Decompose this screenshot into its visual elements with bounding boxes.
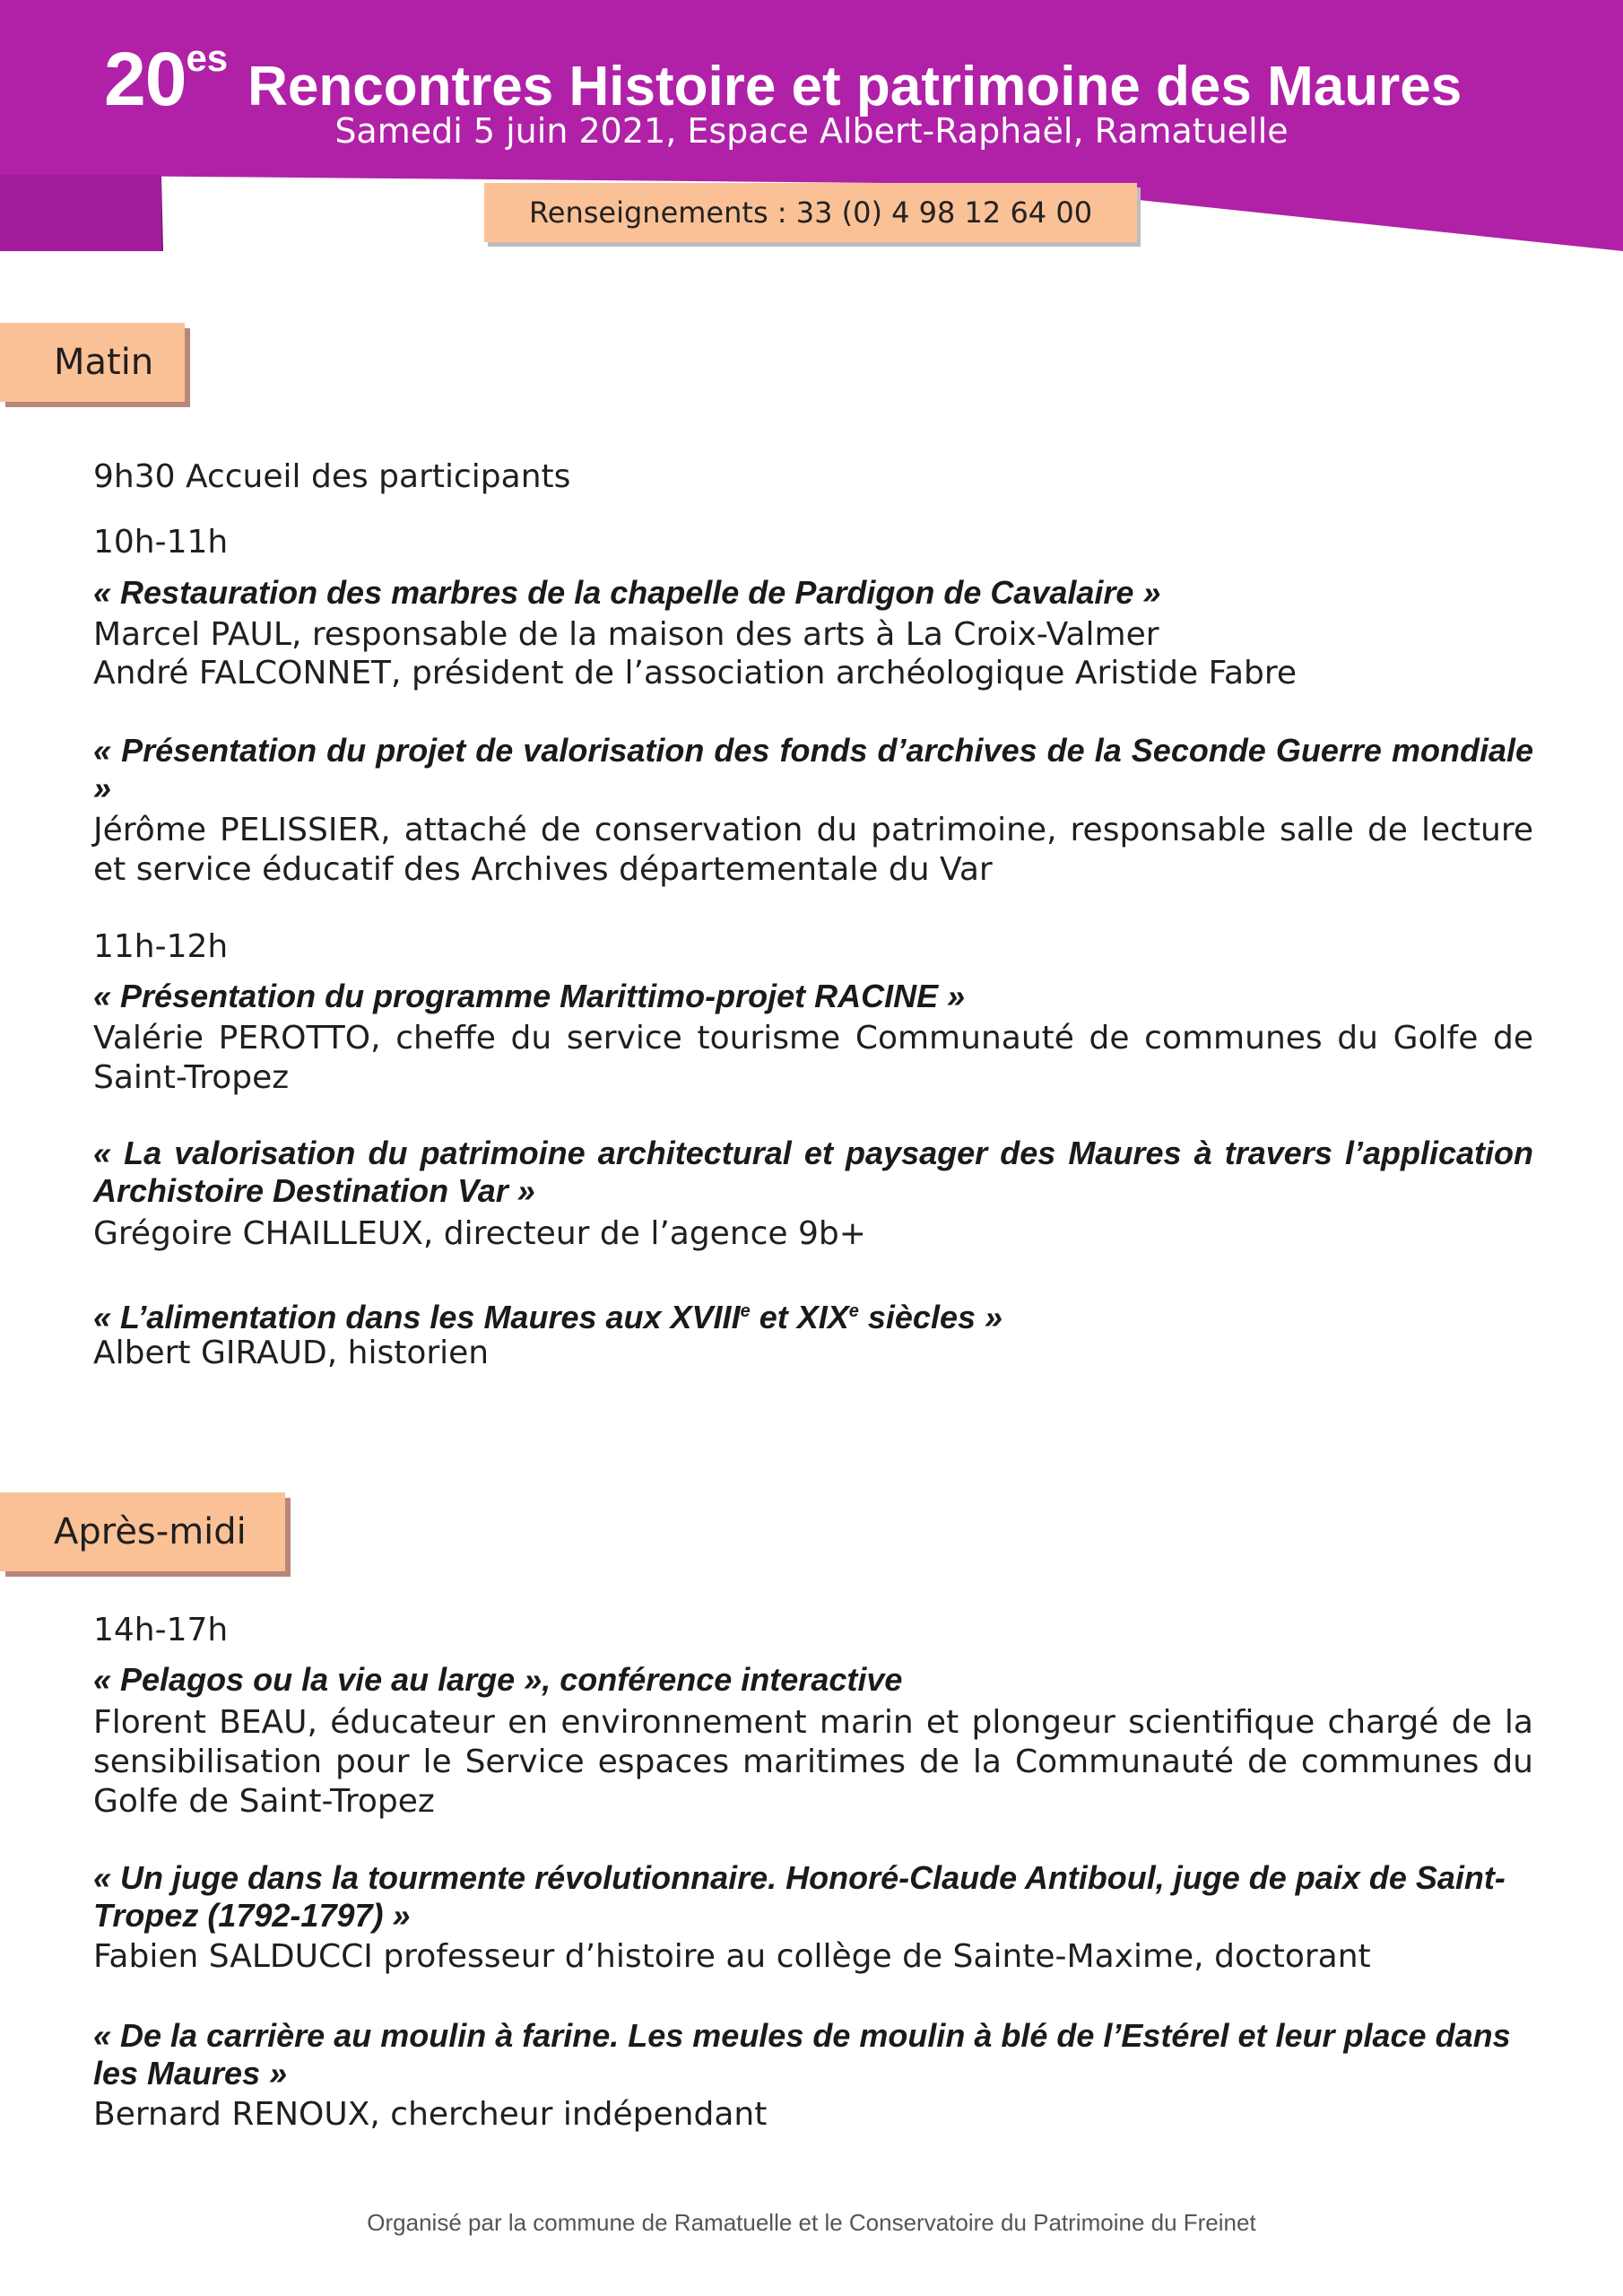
- talk-title: « Pelagos ou la vie au large », conférence interactive: [93, 1661, 903, 1698]
- speaker-line: Fabien SALDUCCI professeur d’histoire au collège de Sainte-Maxime, doctorant: [93, 1938, 1371, 1975]
- speaker-line: Valérie PEROTTO, cheffe du service tourisme Communauté de communes du Golfe de Saint-Tropez: [93, 1020, 1533, 1096]
- talk-title: « Présentation du projet de valorisation des fonds d’archives de la Seconde Guerre mondiale »: [93, 732, 1533, 806]
- speaker-line: Bernard RENOUX, chercheur indépendant: [93, 2096, 768, 2133]
- edition-number: 20: [104, 37, 187, 121]
- speaker-line: Marcel PAUL, responsable de la maison des arts à La Croix-Valmer: [93, 616, 1159, 653]
- speaker-line: Jérôme PELISSIER, attaché de conservation du patrimoine, responsable salle de lecture et service éducatif des Archives départementale du Var: [93, 812, 1533, 888]
- edition-suffix: es: [186, 37, 229, 79]
- talk-title: « Restauration des marbres de la chapelle de Pardigon de Cavalaire »: [93, 574, 1161, 611]
- speaker-line: Grégoire CHAILLEUX, directeur de l’agence 9b+: [93, 1215, 866, 1252]
- header-band-flap: [0, 175, 161, 251]
- event-name: Rencontres Histoire et patrimoine des Maures: [247, 56, 1462, 117]
- speaker-line: André FALCONNET, président de l’association archéologique Aristide Fabre: [93, 655, 1298, 691]
- talk-title: « De la carrière au moulin à farine. Les meules de moulin à blé de l’Estérel et leur place dans les Maures »: [93, 2017, 1511, 2092]
- talk-title: « La valorisation du patrimoine architectural et paysager des Maures à travers l’application Archistoire Destination Var »: [93, 1135, 1533, 1209]
- welcome-line: 9h30 Accueil des participants: [93, 458, 571, 495]
- time-slot: 14h-17h: [93, 1612, 229, 1648]
- speaker-line: Florent BEAU, éducateur en environnement marin et plongeur scientifique chargé de la sensibilisation pour le Service espaces maritimes de la Communauté de communes du Golfe de Saint-Tropez: [93, 1704, 1533, 1820]
- event-title: [104, 36, 1539, 123]
- contact-box: Renseignements : 33 (0) 4 98 12 64 00: [484, 183, 1137, 242]
- time-slot: 10h-11h: [93, 524, 229, 561]
- talk-title: « Présentation du programme Marittimo-projet RACINE »: [93, 978, 966, 1014]
- section-tab-afternoon: Après-midi: [0, 1492, 285, 1571]
- speaker-line: Albert GIRAUD, historien: [93, 1335, 490, 1371]
- talk-title: « Un juge dans la tourmente révolutionnaire. Honoré-Claude Antiboul, juge de paix de Saint-Tropez (1792-1797) »: [93, 1859, 1506, 1934]
- event-date-location: Samedi 5 juin 2021, Espace Albert-Raphaël, Ramatuelle: [334, 111, 1289, 151]
- section-tab-morning: Matin: [0, 323, 185, 402]
- footer-organizer: Organisé par la commune de Ramatuelle et le Conservatoire du Patrimoine du Freinet: [367, 2209, 1256, 2236]
- time-slot: 11h-12h: [93, 928, 229, 965]
- talk-title: « L’alimentation dans les Maures aux XVIIIe et XIXe siècles »: [93, 1299, 1003, 1335]
